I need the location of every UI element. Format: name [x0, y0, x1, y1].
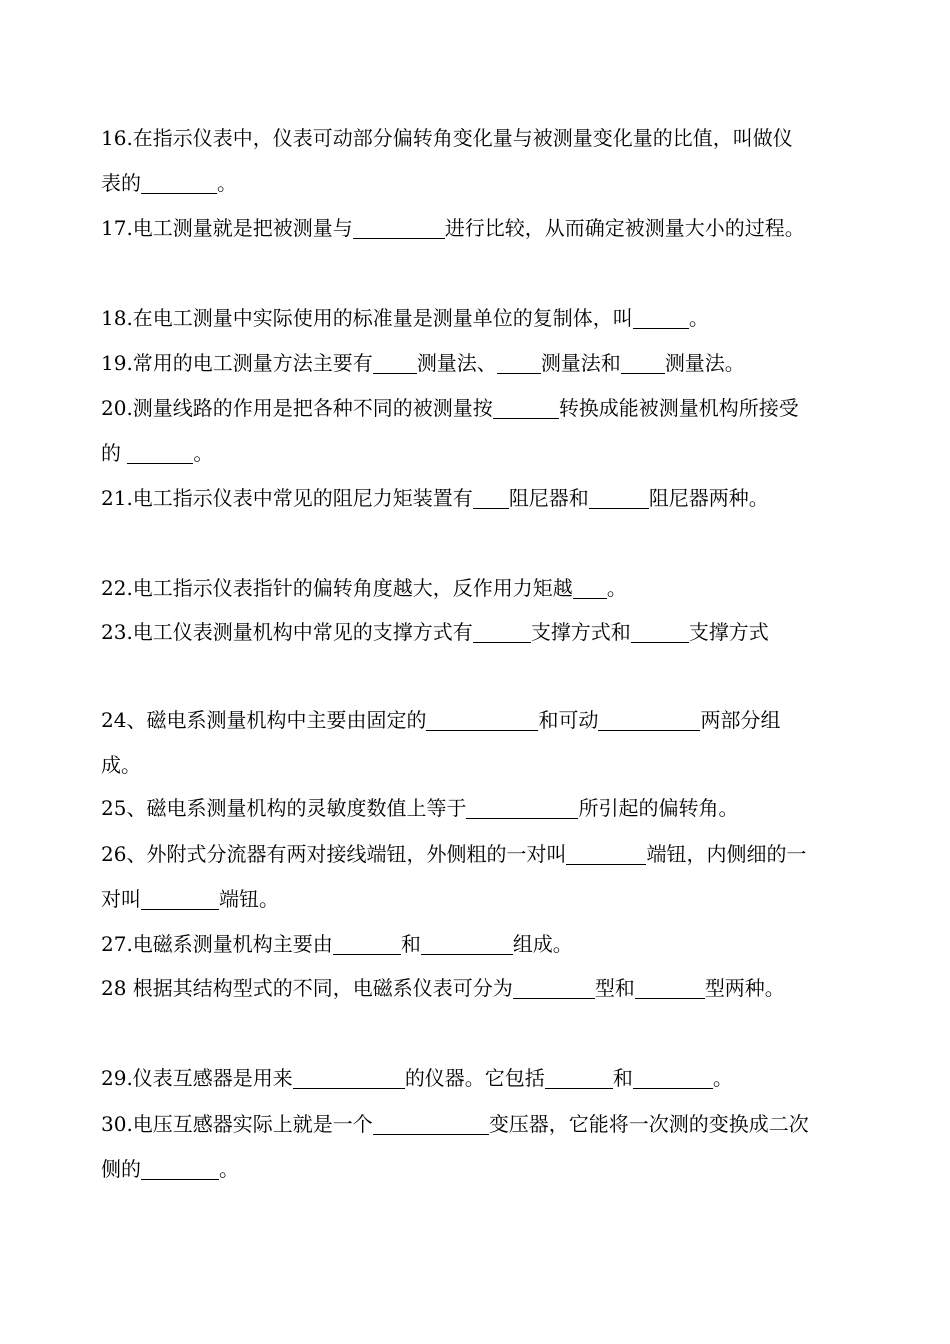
answer-blank[interactable] — [473, 616, 531, 643]
question-text: 和 — [400, 932, 421, 956]
answer-blank[interactable] — [353, 212, 445, 239]
question-text: 所引起的偏转角。 — [578, 796, 739, 820]
question-text: 。 — [219, 1157, 239, 1181]
question-text: 20.测量线路的作用是把各种不同的被测量按 — [101, 396, 493, 420]
question-text: 29.仪表互感器是用来 — [101, 1066, 293, 1090]
answer-blank[interactable] — [513, 972, 595, 999]
answer-blank[interactable] — [633, 1062, 713, 1089]
answer-blank[interactable] — [293, 1062, 405, 1089]
answer-blank[interactable] — [333, 928, 401, 955]
question-text: 。 — [606, 576, 627, 600]
question-text: 的仪器。它包括 — [404, 1066, 545, 1090]
question-text: 端钮，内侧细的一对叫 — [101, 842, 807, 911]
question-25 — [101, 786, 811, 831]
question-text: 24、磁电系测量机构中主要由固定的 — [101, 708, 427, 732]
question-text: 测量法。 — [664, 351, 745, 375]
question-text: 30.电压互感器实际上就是一个 — [101, 1112, 373, 1136]
answer-blank[interactable] — [426, 704, 538, 731]
question-text: 组成。 — [512, 932, 573, 956]
question-26 — [101, 832, 811, 922]
question-text: 16.在指示仪表中，仪表可动部分偏转角变化量与被测量变化量的比值，叫做仪表的 — [101, 126, 793, 195]
answer-blank[interactable] — [127, 437, 193, 464]
question-21 — [101, 476, 811, 521]
question-text: 27.电磁系测量机构主要由 — [101, 932, 333, 956]
answer-blank[interactable] — [141, 167, 217, 194]
answer-blank[interactable] — [621, 347, 665, 374]
question-text: 端钮。 — [219, 887, 279, 911]
question-text: 21.电工指示仪表中常见的阻尼力矩装置有 — [101, 486, 473, 510]
question-27 — [101, 922, 811, 967]
question-text: 转换成能被测量机构所接受的 — [101, 396, 799, 465]
answer-blank[interactable] — [631, 616, 689, 643]
answer-blank[interactable] — [421, 928, 513, 955]
question-text: 。 — [193, 441, 214, 465]
question-text: 型和 — [594, 976, 635, 1000]
question-text: 两部分组成。 — [101, 708, 781, 777]
answer-blank[interactable] — [373, 347, 417, 374]
question-22 — [101, 566, 811, 611]
question-text: 阻尼器两种。 — [648, 486, 769, 510]
question-text: 26、外附式分流器有两对接线端钮，外侧粗的一对叫 — [101, 842, 567, 866]
question-text: 进行比较，从而确定被测量大小的过程。 — [444, 216, 805, 240]
answer-blank[interactable] — [473, 482, 509, 509]
answer-blank[interactable] — [566, 838, 646, 865]
question-text: 。 — [712, 1066, 733, 1090]
question-text: 。 — [217, 171, 237, 195]
question-18 — [101, 296, 811, 341]
question-text: 25、磁电系测量机构的灵敏度数值上等于 — [101, 796, 467, 820]
answer-blank[interactable] — [141, 1153, 219, 1180]
question-text: 测量法、 — [416, 351, 497, 375]
question-30 — [101, 1102, 811, 1192]
question-text: 22.电工指示仪表指针的偏转角度越大，反作用力矩越 — [101, 576, 573, 600]
question-text: 和 — [612, 1066, 633, 1090]
answer-blank[interactable] — [635, 972, 705, 999]
question-text: 变压器，它能将一次测的变换成二次侧的 — [101, 1112, 809, 1181]
question-text: 18.在电工测量中实际使用的标准量是测量单位的复制体，叫 — [101, 306, 633, 330]
answer-blank[interactable] — [373, 1108, 489, 1135]
question-text: 28 根据其结构型式的不同，电磁系仪表可分为 — [101, 976, 513, 1000]
answer-blank[interactable] — [633, 302, 689, 329]
answer-blank[interactable] — [589, 482, 649, 509]
question-23 — [101, 610, 811, 655]
question-text: 17.电工测量就是把被测量与 — [101, 216, 353, 240]
answer-blank[interactable] — [497, 347, 541, 374]
question-text: 23.电工仪表测量机构中常见的支撑方式有 — [101, 620, 473, 644]
question-text: 支撑方式和 — [530, 620, 631, 644]
question-text: 。 — [688, 306, 709, 330]
question-text: 和可动 — [538, 708, 599, 732]
question-16 — [101, 116, 811, 206]
question-text: 型两种。 — [704, 976, 785, 1000]
question-19 — [101, 341, 811, 386]
question-24 — [101, 698, 811, 788]
answer-blank[interactable] — [573, 572, 607, 599]
answer-blank[interactable] — [466, 792, 578, 819]
question-28 — [101, 966, 811, 1011]
answer-blank[interactable] — [545, 1062, 613, 1089]
question-20 — [101, 386, 811, 476]
question-text: 阻尼器和 — [508, 486, 589, 510]
question-17 — [101, 206, 811, 251]
question-text: 支撑方式 — [688, 620, 769, 644]
answer-blank[interactable] — [493, 392, 559, 419]
question-text: 测量法和 — [540, 351, 621, 375]
answer-blank[interactable] — [598, 704, 700, 731]
question-text: 19.常用的电工测量方法主要有 — [101, 351, 373, 375]
question-29 — [101, 1056, 811, 1101]
answer-blank[interactable] — [141, 883, 219, 910]
